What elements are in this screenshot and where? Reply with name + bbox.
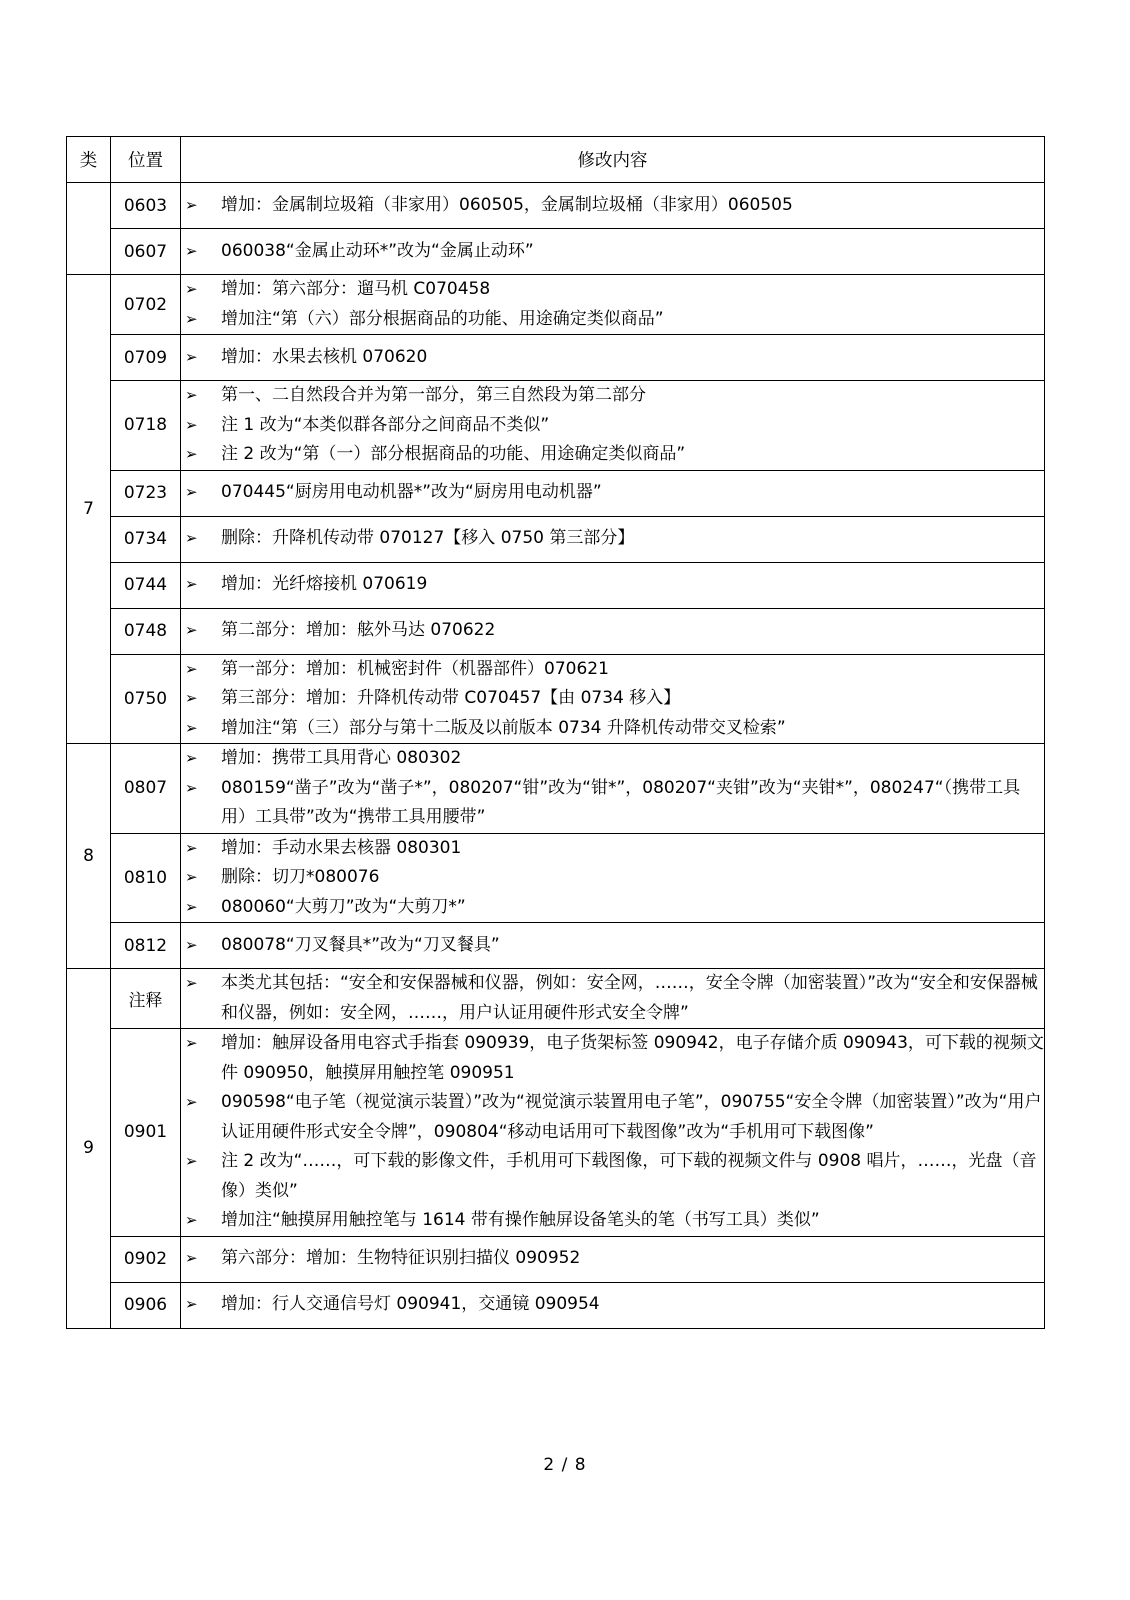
arrow-bullet-icon: ➢	[185, 1249, 198, 1268]
change-item	[181, 863, 1044, 893]
table-row	[67, 654, 1045, 744]
position-cell: 0750	[111, 654, 181, 744]
change-list	[181, 524, 1044, 554]
change-item-text: 070445“厨房用电动机器*”改为“厨房用电动机器”	[221, 482, 602, 503]
table-row	[67, 923, 1045, 969]
change-list	[181, 237, 1044, 267]
table-row	[67, 381, 1045, 471]
change-item-text: 090598“电子笔（视觉演示装置）”改为“视觉演示装置用电子笔”，090755“安全令牌（加密装置）”改为“用户认证用硬件形式安全令牌”，090804“移动电话用可下载图像”改为“手机用可下载图像”	[221, 1092, 1042, 1142]
table-row	[67, 1236, 1045, 1282]
change-item-text: 增加：行人交通信号灯 090941，交通镜 090954	[221, 1294, 600, 1315]
change-list	[181, 744, 1044, 833]
position-cell: 0603	[111, 183, 181, 229]
content-cell	[181, 744, 1045, 834]
class-cell: 9	[67, 969, 111, 1329]
position-cell: 0709	[111, 335, 181, 381]
change-item	[181, 1290, 1044, 1320]
table-row	[67, 1282, 1045, 1328]
content-cell	[181, 1236, 1045, 1282]
change-list	[181, 931, 1044, 961]
change-item	[181, 1244, 1044, 1274]
class-cell: 7	[67, 275, 111, 744]
change-item	[181, 275, 1044, 305]
change-item-text: 080078“刀叉餐具*”改为“刀叉餐具”	[221, 934, 500, 955]
position-cell: 0748	[111, 608, 181, 654]
change-list	[181, 655, 1044, 744]
change-list	[181, 343, 1044, 373]
arrow-bullet-icon: ➢	[185, 241, 198, 260]
change-item	[181, 1029, 1044, 1088]
change-item-text: 增加注“第（三）部分与第十二版及以前版本 0734 升降机传动带交叉检索”	[221, 717, 786, 738]
arrow-bullet-icon: ➢	[185, 689, 198, 707]
change-list	[181, 570, 1044, 600]
change-item-text: 增加：触屏设备用电容式手指套 090939，电子货架标签 090942，电子存储介质 090943，可下载的视频文件 090950，触摸屏用触控笔 090951	[221, 1033, 1044, 1083]
arrow-bullet-icon: ➢	[185, 1295, 198, 1314]
change-list	[181, 275, 1044, 334]
table-header	[67, 137, 1045, 183]
table-row	[67, 183, 1045, 229]
arrow-bullet-icon: ➢	[185, 659, 198, 678]
change-item	[181, 237, 1044, 267]
table-row	[67, 608, 1045, 654]
content-cell	[181, 654, 1045, 744]
arrow-bullet-icon: ➢	[185, 1034, 198, 1052]
change-item-text: 第三部分：增加：升降机传动带 C070457【由 0734 移入】	[221, 688, 681, 708]
change-list	[181, 191, 1044, 221]
change-list	[181, 1029, 1044, 1236]
class-cell: 8	[67, 744, 111, 969]
page-number: 2 / 8	[543, 1455, 587, 1475]
arrow-bullet-icon: ➢	[185, 529, 198, 548]
change-item-text: 增加：光纤熔接机 070619	[221, 574, 428, 595]
change-item-text: 删除：切刀*080076	[221, 867, 380, 887]
change-item	[181, 893, 1044, 923]
header-position: 位置	[111, 137, 181, 183]
content-cell	[181, 562, 1045, 608]
content-cell	[181, 1029, 1045, 1237]
change-item	[181, 411, 1044, 441]
content-cell	[181, 608, 1045, 654]
position-cell: 0810	[111, 833, 181, 923]
arrow-bullet-icon: ➢	[185, 718, 198, 737]
content-cell	[181, 335, 1045, 381]
change-list	[181, 616, 1044, 646]
change-item	[181, 1088, 1044, 1147]
arrow-bullet-icon: ➢	[185, 778, 198, 797]
arrow-bullet-icon: ➢	[185, 749, 198, 767]
change-item-text: 删除：升降机传动带 070127【移入 0750 第三部分】	[221, 528, 635, 549]
content-cell	[181, 275, 1045, 335]
change-item	[181, 616, 1044, 646]
change-item	[181, 381, 1044, 411]
position-cell: 0807	[111, 744, 181, 834]
change-item	[181, 440, 1044, 470]
position-cell: 0906	[111, 1282, 181, 1328]
change-item	[181, 969, 1044, 1028]
change-item-text: 增加：金属制垃圾箱（非家用）060505，金属制垃圾桶（非家用）060505	[221, 194, 793, 215]
content-cell	[181, 969, 1045, 1029]
change-item-text: 第二部分：增加：舷外马达 070622	[221, 620, 496, 641]
change-item	[181, 1206, 1044, 1236]
content-cell	[181, 923, 1045, 969]
change-item-text: 080060“大剪刀”改为“大剪刀*”	[221, 896, 466, 917]
arrow-bullet-icon: ➢	[185, 347, 198, 366]
change-list	[181, 1244, 1044, 1274]
change-list	[181, 969, 1044, 1028]
table-row	[67, 562, 1045, 608]
position-cell: 0812	[111, 923, 181, 969]
change-item-text: 增加：携带工具用背心 080302	[221, 748, 462, 768]
change-item	[181, 305, 1044, 335]
change-list	[181, 834, 1044, 923]
table-body	[67, 183, 1045, 1329]
content-cell	[181, 229, 1045, 275]
position-cell: 0901	[111, 1029, 181, 1237]
content-cell	[181, 183, 1045, 229]
arrow-bullet-icon: ➢	[185, 483, 198, 502]
change-item	[181, 1147, 1044, 1206]
change-item-text: 增加：手动水果去核器 080301	[221, 837, 462, 858]
change-list	[181, 1290, 1044, 1320]
change-item	[181, 744, 1044, 774]
position-cell: 0607	[111, 229, 181, 275]
change-item-text: 增加：第六部分：遛马机 C070458	[221, 279, 491, 299]
content-cell	[181, 381, 1045, 471]
table-row	[67, 969, 1045, 1029]
content-cell	[181, 1282, 1045, 1328]
arrow-bullet-icon: ➢	[185, 935, 198, 954]
change-list	[181, 381, 1044, 470]
change-item	[181, 655, 1044, 685]
change-list	[181, 478, 1044, 508]
class-cell	[67, 183, 111, 275]
arrow-bullet-icon: ➢	[185, 1152, 198, 1170]
change-item-text: 注 2 改为“第（一）部分根据商品的功能、用途确定类似商品”	[221, 444, 686, 464]
change-item-text: 注 2 改为“……，可下载的影像文件，手机用可下载图像，可下载的视频文件与 0908 唱片，……，光盘（音像）类似”	[221, 1151, 1037, 1201]
arrow-bullet-icon: ➢	[185, 897, 198, 916]
position-cell: 0902	[111, 1236, 181, 1282]
change-item-text: 增加注“第（六）部分根据商品的功能、用途确定类似商品”	[221, 308, 664, 329]
position-cell: 0734	[111, 516, 181, 562]
arrow-bullet-icon: ➢	[185, 974, 198, 992]
arrow-bullet-icon: ➢	[185, 415, 198, 434]
table-row	[67, 335, 1045, 381]
arrow-bullet-icon: ➢	[185, 838, 198, 857]
change-item-text: 080159“凿子”改为“凿子*”，080207“钳”改为“钳*”，080207“夹钳”改为“夹钳*”，080247“（携带工具用）工具带”改为“携带工具用腰带”	[221, 777, 1021, 827]
arrow-bullet-icon: ➢	[185, 195, 198, 214]
header-content: 修改内容	[181, 137, 1045, 183]
arrow-bullet-icon: ➢	[185, 386, 198, 404]
arrow-bullet-icon: ➢	[185, 280, 198, 298]
change-item	[181, 834, 1044, 864]
table-row	[67, 470, 1045, 516]
position-cell: 0744	[111, 562, 181, 608]
change-item-text: 第一、二自然段合并为第一部分，第三自然段为第二部分	[221, 385, 646, 405]
arrow-bullet-icon: ➢	[185, 575, 198, 594]
change-item-text: 增加注“触摸屏用触控笔与 1614 带有操作触屏设备笔头的笔（书写工具）类似”	[221, 1210, 820, 1230]
content-cell	[181, 470, 1045, 516]
table-row	[67, 833, 1045, 923]
change-item	[181, 191, 1044, 221]
change-item-text: 增加：水果去核机 070620	[221, 346, 428, 367]
table-row	[67, 516, 1045, 562]
content-cell	[181, 516, 1045, 562]
change-item	[181, 714, 1044, 744]
table-row	[67, 229, 1045, 275]
change-item	[181, 524, 1044, 554]
arrow-bullet-icon: ➢	[185, 445, 198, 463]
change-item	[181, 774, 1044, 833]
arrow-bullet-icon: ➢	[185, 621, 198, 640]
position-cell: 注释	[111, 969, 181, 1029]
revision-table	[66, 136, 1045, 1329]
arrow-bullet-icon: ➢	[185, 309, 198, 328]
change-item	[181, 570, 1044, 600]
arrow-bullet-icon: ➢	[185, 1093, 198, 1111]
change-item	[181, 478, 1044, 508]
change-item-text: 060038“金属止动环*”改为“金属止动环”	[221, 240, 534, 261]
table-row	[67, 744, 1045, 834]
change-item-text: 第六部分：增加：生物特征识别扫描仪 090952	[221, 1248, 581, 1269]
arrow-bullet-icon: ➢	[185, 868, 198, 886]
table-row	[67, 275, 1045, 335]
header-class: 类	[67, 137, 111, 183]
change-item-text: 第一部分：增加：机械密封件（机器部件）070621	[221, 658, 609, 679]
arrow-bullet-icon: ➢	[185, 1211, 198, 1229]
content-cell	[181, 833, 1045, 923]
change-item	[181, 931, 1044, 961]
table-row	[67, 1029, 1045, 1237]
position-cell: 0723	[111, 470, 181, 516]
change-item	[181, 343, 1044, 373]
position-cell: 0718	[111, 381, 181, 471]
change-item	[181, 684, 1044, 714]
position-cell: 0702	[111, 275, 181, 335]
change-item-text: 注 1 改为“本类似群各部分之间商品不类似”	[221, 414, 550, 435]
change-item-text: 本类尤其包括：“安全和安保器械和仪器，例如：安全网，……，安全令牌（加密装置）”改为“安全和安保器械和仪器，例如：安全网，……，用户认证用硬件形式安全令牌”	[221, 973, 1038, 1023]
